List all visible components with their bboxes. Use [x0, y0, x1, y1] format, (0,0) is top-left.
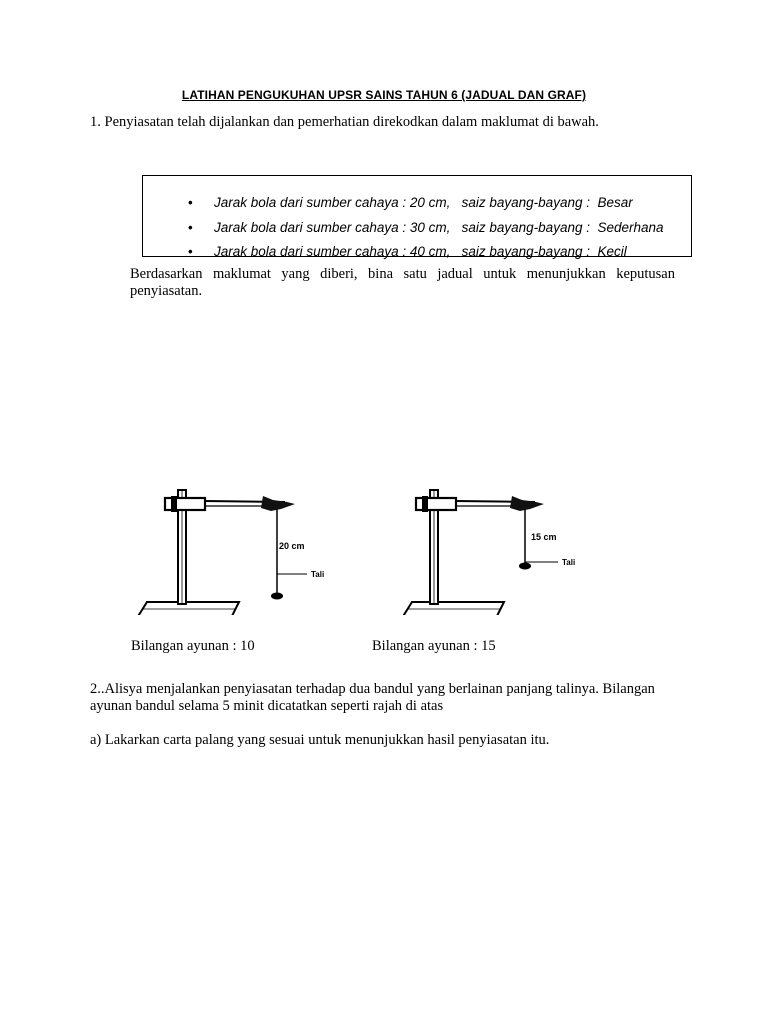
pendulum-apparatus-1: [135, 485, 335, 620]
string-label: Tali: [562, 558, 576, 567]
question-1-prompt: 1. Penyiasatan telah dijalankan dan pemerhatian direkodkan dalam maklumat di bawah.: [90, 114, 599, 130]
question-2-prompt: 2..Alisya menjalankan penyiasatan terhadap dua bandul yang berlainan panjang talinya. Bilangan ayunan bandul selama 5 minit dicatatkan seperti rajah di atas: [90, 681, 655, 714]
observation-item: • Jarak bola dari sumber cahaya : 30 cm, saiz bayang-bayang : Sederhana: [188, 220, 664, 235]
question-2a-prompt: a) Lakarkan carta palang yang sesuai untuk menunjukkan hasil penyiasatan itu.: [90, 732, 550, 748]
observation-item: • Jarak bola dari sumber cahaya : 20 cm, saiz bayang-bayang : Besar: [188, 195, 633, 210]
string-length-label: 15 cm: [531, 532, 557, 542]
question-1-instruction: Berdasarkan maklumat yang diberi, bina satu jadual untuk menunjukkan keputusan penyiasatan.: [130, 266, 675, 299]
retort-stand-illustration: [392, 485, 592, 615]
bullet-icon: •: [188, 244, 193, 259]
pendulum-apparatus-2: [392, 485, 592, 620]
bullet-icon: •: [188, 195, 193, 210]
string-length-label: 20 cm: [279, 541, 305, 551]
apparatus-2-caption: Bilangan ayunan : 15: [372, 638, 496, 654]
observation-box: [142, 175, 692, 257]
retort-stand-illustration: [135, 485, 335, 615]
observation-item: • Jarak bola dari sumber cahaya : 40 cm, saiz bayang-bayang : Kecil: [188, 244, 627, 259]
string-label: Tali: [311, 570, 325, 579]
worksheet-title: LATIHAN PENGUKUHAN UPSR SAINS TAHUN 6 (JADUAL DAN GRAF): [181, 88, 587, 102]
bullet-icon: •: [188, 220, 193, 235]
apparatus-1-caption: Bilangan ayunan : 10: [131, 638, 255, 654]
